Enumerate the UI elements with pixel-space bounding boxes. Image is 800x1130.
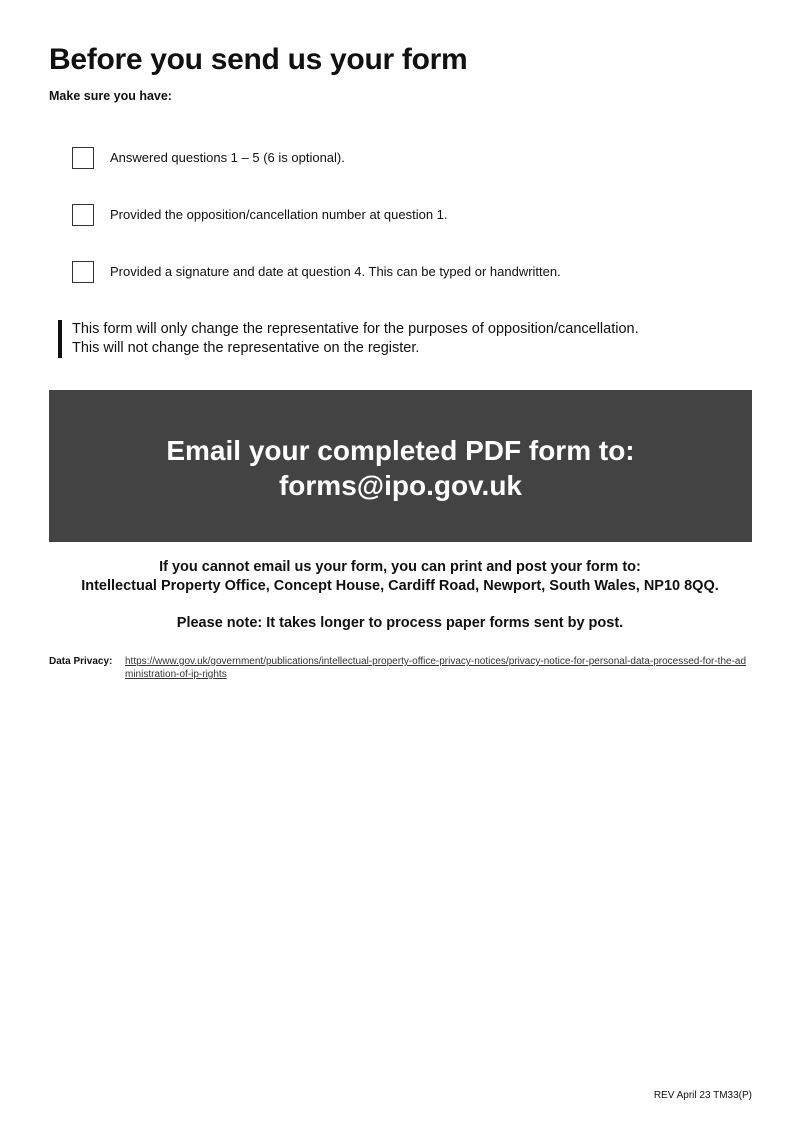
data-privacy <box>49 655 752 681</box>
checklist-item-label: Answered questions 1 – 5 (6 is optional). <box>110 150 345 165</box>
data-privacy-link[interactable]: https://www.gov.uk/government/publications/intellectual-property-office-privacy-notices/privacy-notice-for-personal-data-processed-for-the-administration-of-ip-rights <box>125 656 747 680</box>
post-info-line-2: Intellectual Property Office, Concept House, Cardiff Road, Newport, South Wales, NP10 8QQ. <box>81 578 719 594</box>
data-privacy-label: Data Privacy: <box>49 656 113 667</box>
checkbox-signature-date[interactable] <box>72 261 94 283</box>
checklist-item-label: Provided a signature and date at question 4. This can be typed or handwritten. <box>110 264 561 279</box>
post-info-line-1: If you cannot email us your form, you can print and post your form to: <box>159 559 641 575</box>
page-title: Before you send us your form <box>49 43 468 76</box>
email-banner-heading: Email your completed PDF form to: <box>166 435 635 466</box>
checkbox-opposition-number[interactable] <box>72 204 94 226</box>
representative-note <box>58 320 772 358</box>
checklist-intro: Make sure you have: <box>49 89 172 103</box>
paper-forms-note: Please note: It takes longer to process paper forms sent by post. <box>176 615 624 631</box>
checkbox-questions-answered[interactable] <box>72 147 94 169</box>
checklist-item-label: Provided the opposition/cancellation number at question 1. <box>110 207 448 222</box>
form-revision-reference: REV April 23 TM33(P) <box>653 1090 752 1101</box>
checklist <box>72 146 752 317</box>
checklist-item <box>72 203 752 227</box>
email-banner <box>49 390 752 542</box>
note-line-1: This form will only change the representative for the purposes of opposition/cancellation. <box>72 321 639 337</box>
note-line-2: This will not change the representative on the register. <box>72 340 420 356</box>
email-address-link[interactable]: forms@ipo.gov.uk <box>278 470 523 501</box>
checklist-item <box>72 260 752 284</box>
postal-address-info <box>30 558 770 596</box>
checklist-item <box>72 146 752 170</box>
